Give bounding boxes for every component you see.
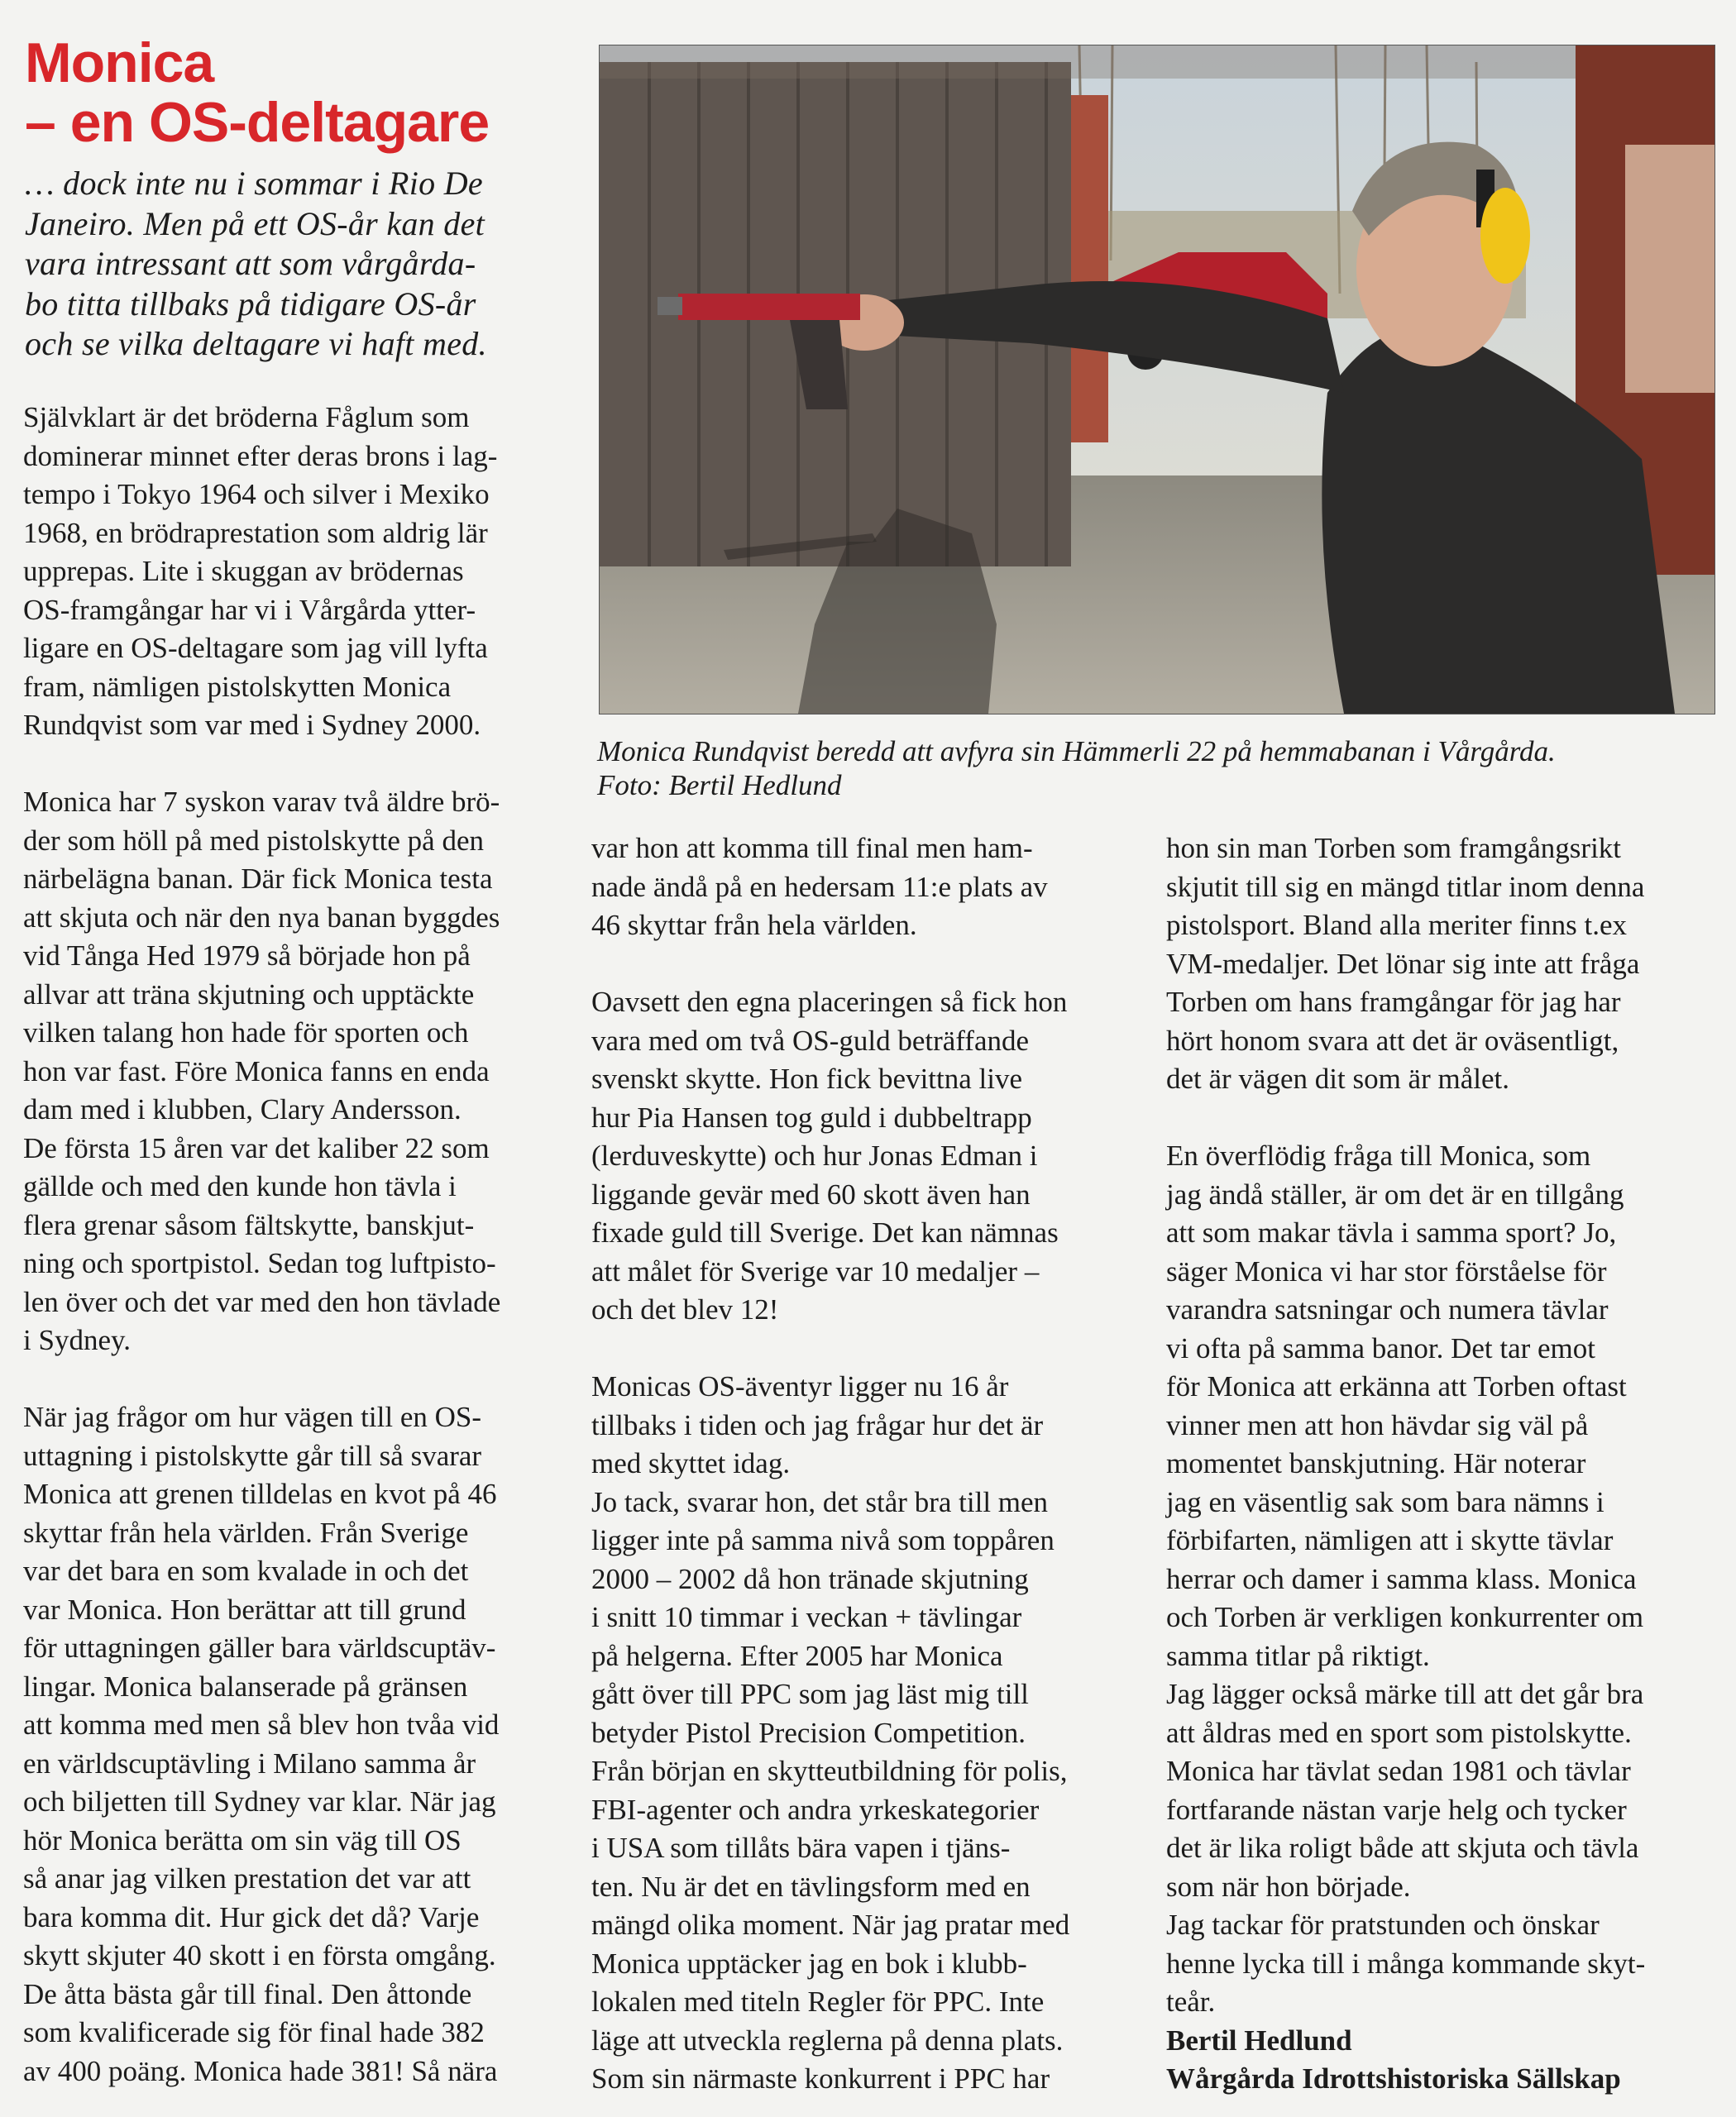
text-line: samma titlar på riktigt. — [1166, 1639, 1430, 1672]
text-line: i USA som tillåts bära vapen i tjäns- — [591, 1832, 1011, 1864]
text-line: uttagning i pistolskytte går till så svarar — [23, 1439, 482, 1472]
text-line: De åtta bästa går till final. Den åttonde — [23, 1977, 472, 2010]
text-line: var det bara en som kvalade in och det — [23, 1555, 469, 1587]
article-headline — [25, 33, 571, 152]
text-line: ligger inte på samma nivå som toppåren — [591, 1524, 1055, 1556]
text-line: en världscuptävling i Milano samma år — [23, 1747, 476, 1780]
text-line: allvar att träna skjutning och upptäckte — [23, 977, 475, 1011]
headline-line-2: – en OS-deltagare — [25, 91, 490, 154]
text-line: fram, nämligen pistolskytten Monica — [23, 670, 452, 703]
photo-caption — [597, 734, 1722, 802]
article-lead — [25, 164, 562, 365]
text-line: nade ändå på en hedersam 11:e plats av — [591, 870, 1048, 903]
text-line: hört honom svara att det är oväsentligt, — [1166, 1024, 1619, 1057]
text-line: flera grenar såsom fältskytte, banskjut- — [23, 1208, 475, 1241]
text-line: Som sin närmaste konkurrent i PPC har — [591, 2062, 1050, 2095]
text-line: att målet för Sverige var 10 medaljer – — [591, 1254, 1040, 1288]
text-line: med skyttet idag. — [591, 1447, 791, 1479]
paragraph — [591, 983, 1137, 1330]
text-line: på helgerna. Efter 2005 har Monica — [591, 1639, 1003, 1672]
text-line: OS-framgångar har vi i Vårgårda ytter- — [23, 593, 476, 626]
lead-line: … dock inte nu i sommar i Rio De — [25, 165, 483, 202]
paragraph — [23, 399, 561, 745]
text-line: 2000 – 2002 då hon tränade skjutning — [591, 1562, 1029, 1595]
text-line: 46 skyttar från hela världen. — [591, 909, 917, 941]
text-line: dam med i klubben, Clary Andersson. — [23, 1093, 461, 1125]
text-line: det är vägen dit som är målet. — [1166, 1063, 1509, 1095]
text-line: tempo i Tokyo 1964 och silver i Mexiko — [23, 478, 490, 510]
caption-line-1: Monica Rundqvist beredd att avfyra sin Hämmerli 22 på hemmabanan i Vårgårda. — [597, 735, 1556, 767]
shooter-photo — [599, 45, 1715, 714]
text-line: hon var fast. Före Monica fanns en enda — [23, 1054, 490, 1087]
paragraph — [591, 1368, 1137, 2099]
paragraph — [23, 783, 561, 1360]
text-line: vid Tånga Hed 1979 så började hon på — [23, 939, 471, 972]
text-line: momentet banskjutning. Här noterar — [1166, 1447, 1586, 1479]
text-line: fixade guld till Sverige. Det kan nämnas — [591, 1216, 1059, 1249]
lead-line: och se vilka deltagare vi haft med. — [25, 325, 487, 362]
text-line: De första 15 åren var det kaliber 22 som — [23, 1131, 490, 1164]
text-line: som när hon började. — [1166, 1870, 1411, 1903]
text-line: att åldras med en sport som pistolskytte. — [1166, 1716, 1632, 1749]
signature-org: Wårgårda Idrottshistoriska Sällskap — [1166, 2062, 1621, 2095]
text-line: ligare en OS-deltagare som jag vill lyfta — [23, 632, 488, 664]
text-line: av 400 poäng. Monica hade 381! Så nära — [23, 2054, 498, 2087]
text-line: upprepas. Lite i skuggan av brödernas — [23, 555, 464, 587]
text-line: len över och det var med den hon tävlade — [23, 1285, 501, 1318]
text-line: närbelägna banan. Där fick Monica testa — [23, 863, 493, 895]
text-line: Monica har tävlat sedan 1981 och tävlar — [1166, 1755, 1631, 1787]
text-line: Monica har 7 syskon varav två äldre brö- — [23, 786, 500, 818]
text-line: att komma med men så blev hon tvåa vid — [23, 1708, 500, 1741]
text-line: var hon att komma till final men ham- — [591, 832, 1033, 864]
lead-line: bo titta tillbaks på tidigare OS-år — [25, 284, 476, 323]
article-column-1 — [23, 399, 561, 2091]
text-line: förbifarten, nämligen att i skytte tävlar — [1166, 1524, 1614, 1556]
text-line: En överflödig fråga till Monica, som — [1166, 1140, 1591, 1172]
lead-line: Janeiro. Men på ett OS-år kan det — [25, 204, 485, 242]
text-line: att skjuta och när den nya banan byggdes — [23, 901, 500, 934]
text-line: Självklart är det bröderna Fåglum som — [23, 401, 470, 433]
text-line: fortfarande nästan varje helg och tycker — [1166, 1793, 1627, 1826]
woman-shooting-pistol-photo — [600, 45, 1714, 714]
text-line: skyttar från hela världen. Från Sverige — [23, 1516, 469, 1549]
text-line: hur Pia Hansen tog guld i dubbeltrapp — [591, 1101, 1032, 1134]
text-line: gällde och med den kunde hon tävla i — [23, 1170, 457, 1202]
text-line: lokalen med titeln Regler för PPC. Inte — [591, 1986, 1045, 2018]
text-line: hon sin man Torben som framgångsrikt — [1166, 832, 1622, 864]
text-line: ning och sportpistol. Sedan tog luftpisto- — [23, 1247, 496, 1279]
text-line: teår. — [1166, 1986, 1216, 2018]
text-line: skytt skjuter 40 skott i en första omgång. — [23, 1939, 496, 1971]
text-line: Jag lägger också märke till att det går bra — [1166, 1678, 1644, 1710]
signature — [1166, 2022, 1712, 2099]
text-line: vi ofta på samma banor. Det tar emot — [1166, 1331, 1596, 1364]
text-line: Torben om hans framgångar för jag har — [1166, 986, 1621, 1018]
text-line: liggande gevär med 60 skott även han — [591, 1178, 1031, 1211]
text-line: och Torben är verkligen konkurrenter om — [1166, 1601, 1644, 1633]
article-column-2 — [591, 829, 1137, 2099]
text-line: ten. Nu är det en tävlingsform med en — [591, 1870, 1031, 1903]
text-line: Monicas OS-äventyr ligger nu 16 år — [591, 1370, 1009, 1403]
text-line: henne lycka till i många kommande skyt- — [1166, 1947, 1646, 1980]
text-line: Oavsett den egna placeringen så fick hon — [591, 986, 1068, 1018]
text-line: svenskt skytte. Hon fick bevittna live — [591, 1063, 1023, 1095]
text-line: pistolsport. Bland alla meriter finns t.ex — [1166, 909, 1627, 941]
paragraph — [1166, 829, 1712, 1099]
text-line: hör Monica berätta om sin väg till OS — [23, 1823, 461, 1857]
text-line: skjutit till sig en mängd titlar inom denna — [1166, 870, 1645, 903]
text-line: Rundqvist som var med i Sydney 2000. — [23, 709, 481, 741]
text-line: Jag tackar för pratstunden och önskar — [1166, 1909, 1600, 1941]
caption-line-2: Foto: Bertil Hedlund — [597, 769, 842, 801]
text-line: vara med om två OS-guld beträffande — [591, 1024, 1030, 1057]
text-line: i snitt 10 timmar i veckan + tävlingar — [591, 1601, 1022, 1633]
text-line: varandra satsningar och numera tävlar — [1166, 1293, 1609, 1326]
text-line: tillbaks i tiden och jag frågar hur det är — [591, 1408, 1044, 1441]
text-line: säger Monica vi har stor förståelse för — [1166, 1254, 1607, 1288]
article-column-3 — [1166, 829, 1712, 2099]
text-line: mängd olika moment. När jag pratar med — [591, 1909, 1070, 1941]
text-line: herrar och damer i samma klass. Monica — [1166, 1562, 1637, 1595]
text-line: När jag frågor om hur vägen till en OS- — [23, 1401, 482, 1433]
text-line: Monica att grenen tilldelas en kvot på 46 — [23, 1478, 497, 1510]
text-line: jag en väsentlig sak som bara nämns i — [1166, 1485, 1604, 1518]
text-line: Från början en skytteutbildning för polis, — [591, 1755, 1068, 1787]
lead-line: vara intressant att som vårgårda- — [25, 245, 476, 282]
text-line: Jo tack, svarar hon, det står bra till men — [591, 1485, 1049, 1518]
text-line: som kvalificerade sig för final hade 382 — [23, 2016, 485, 2048]
text-line: FBI-agenter och andra yrkeskategorier — [591, 1793, 1040, 1826]
text-line: i Sydney. — [23, 1324, 131, 1356]
text-line: vilken talang hon hade för sporten och — [23, 1016, 469, 1049]
paragraph — [591, 829, 1137, 945]
text-line: bara komma dit. Hur gick det då? Varje — [23, 1900, 480, 1933]
text-line: Monica upptäcker jag en bok i klubb- — [591, 1947, 1027, 1980]
text-line: betyder Pistol Precision Competition. — [591, 1716, 1026, 1749]
signature-name: Bertil Hedlund — [1166, 2024, 1352, 2057]
text-line: det är lika roligt både att skjuta och tävla — [1166, 1832, 1639, 1864]
text-line: vinner men att hon hävdar sig väl på — [1166, 1408, 1589, 1441]
text-line: (lerduveskytte) och hur Jonas Edman i — [591, 1140, 1038, 1172]
text-line: läge att utveckla reglerna på denna plats. — [591, 2024, 1064, 2057]
text-line: och biljetten till Sydney var klar. När jag — [23, 1785, 496, 1818]
text-line: var Monica. Hon berättar att till grund — [23, 1593, 466, 1626]
text-line: jag ändå ställer, är om det är en tillgång — [1166, 1178, 1624, 1211]
text-line: der som höll på med pistolskytte på den — [23, 824, 484, 857]
paragraph — [1166, 1137, 1712, 2022]
headline-line-1: Monica — [25, 31, 214, 94]
text-line: att som makar tävla i samma sport? Jo, — [1166, 1216, 1617, 1249]
text-line: VM-medaljer. Det lönar sig inte att fråga — [1166, 947, 1640, 980]
text-line: för uttagningen gäller bara världscuptäv- — [23, 1632, 496, 1664]
text-line: så anar jag vilken prestation det var att — [23, 1862, 471, 1895]
text-line: lingar. Monica balanserade på gränsen — [23, 1670, 468, 1703]
text-line: 1968, en brödraprestation som aldrig lär — [23, 516, 488, 549]
text-line: gått över till PPC som jag läst mig till — [591, 1678, 1029, 1710]
text-line: dominerar minnet efter deras brons i lag- — [23, 439, 498, 472]
text-line: för Monica att erkänna att Torben oftast — [1166, 1370, 1627, 1403]
text-line: och det blev 12! — [591, 1293, 779, 1326]
paragraph — [23, 1398, 561, 2091]
